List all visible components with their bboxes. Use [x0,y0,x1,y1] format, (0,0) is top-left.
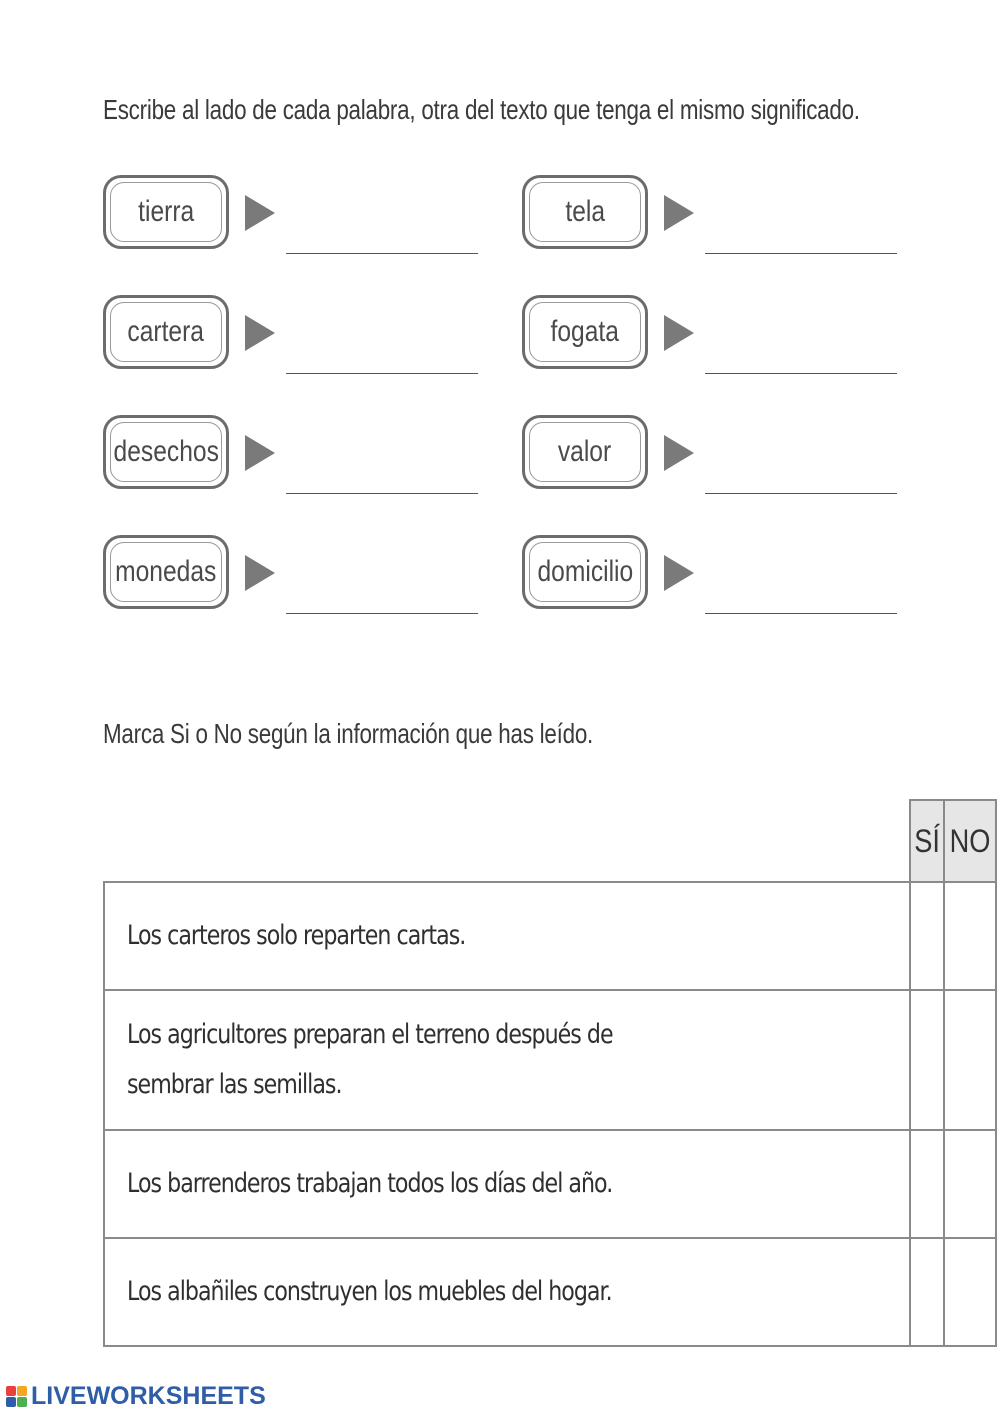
word-label: cartera [127,315,205,348]
answer-blank[interactable] [705,373,897,374]
arrow-right-icon [664,315,694,351]
checkbox-si[interactable] [910,1130,944,1238]
word-label: fogata [550,315,620,348]
arrow-right-icon [245,435,275,471]
table-header-blank [104,800,910,882]
checkbox-no[interactable] [944,990,996,1130]
answer-blank[interactable] [705,493,897,494]
word-box [522,175,648,249]
logo-square [6,1386,16,1396]
table-row [104,1238,996,1346]
word-label: desechos [113,435,219,468]
word-box [522,535,648,609]
instruction-synonyms: Escribe al lado de cada palabra, otra del texto que tenga el mismo significado. [103,94,860,125]
checkbox-si[interactable] [910,1238,944,1346]
word-box [522,295,648,369]
checkbox-no[interactable] [944,1130,996,1238]
checkbox-no[interactable] [944,1238,996,1346]
checkbox-no[interactable] [944,882,996,990]
statement-cell: Los barrenderos trabajan todos los días del año. [104,1130,910,1238]
answer-blank[interactable] [286,253,478,254]
answer-blank[interactable] [705,253,897,254]
arrow-right-icon [245,195,275,231]
header-no: NO [944,800,996,882]
word-box [103,295,229,369]
yes-no-table [103,799,997,1347]
footer-brand[interactable] [6,1382,266,1411]
answer-blank[interactable] [286,613,478,614]
brand-name: LIVEWORKSHEETS [31,1382,266,1410]
word-box [103,535,229,609]
statement-cell: Los agricultores preparan el terreno después de sembrar las semillas. [104,990,910,1130]
word-label: tierra [137,195,195,228]
answer-blank[interactable] [286,493,478,494]
checkbox-si[interactable] [910,882,944,990]
word-label: tela [565,195,605,228]
word-label: domicilio [537,555,633,588]
header-si: SÍ [910,800,944,882]
liveworksheets-logo-icon [6,1386,27,1407]
table-row [104,882,996,990]
logo-square [6,1397,16,1407]
instruction-yes-no: Marca Si o No según la información que has leído. [103,718,594,749]
arrow-right-icon [664,555,694,591]
statement-cell: Los albañiles construyen los muebles del hogar. [104,1238,910,1346]
arrow-right-icon [664,435,694,471]
statement-cell: Los carteros solo reparten cartas. [104,882,910,990]
logo-square [17,1386,27,1396]
word-label: valor [558,435,612,468]
answer-blank[interactable] [286,373,478,374]
word-label: monedas [115,555,217,588]
table-row [104,990,996,1130]
table-row [104,1130,996,1238]
word-box [103,175,229,249]
arrow-right-icon [245,555,275,591]
answer-blank[interactable] [705,613,897,614]
word-box [103,415,229,489]
arrow-right-icon [664,195,694,231]
checkbox-si[interactable] [910,990,944,1130]
word-box [522,415,648,489]
logo-square [17,1397,27,1407]
arrow-right-icon [245,315,275,351]
